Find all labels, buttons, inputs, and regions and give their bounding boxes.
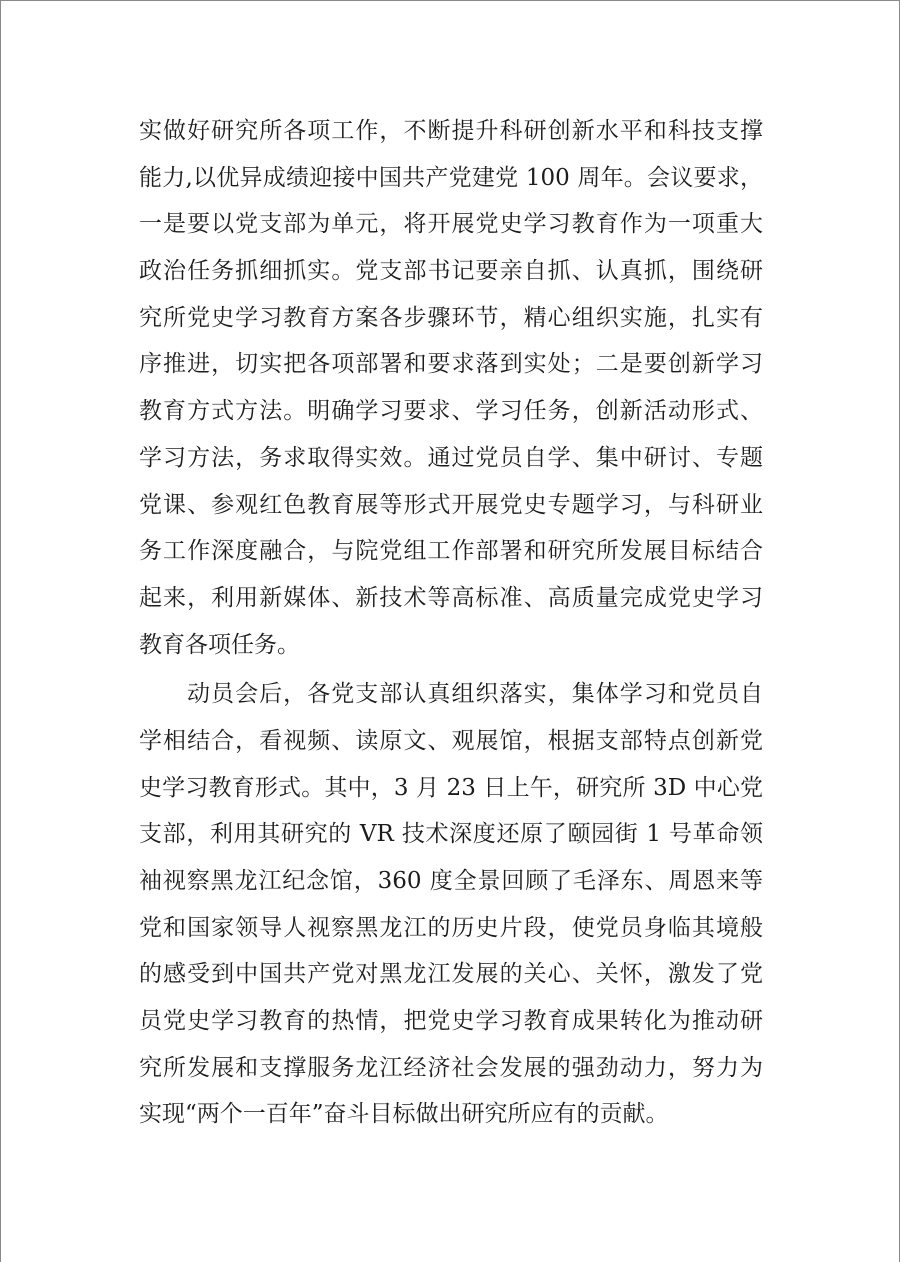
text-line: 序推进，切实把各项部署和要求落到实处；二是要创新学习	[139, 351, 763, 378]
text-line: 实做好研究所各项工作，不断提升科研创新水平和科技支撑	[139, 118, 763, 144]
text-line: 党课、参观红色教育展等形式开展党史专题学习，与科研业	[139, 491, 763, 518]
text-line: 务工作深度融合，与院党组工作部署和研究所发展目标结合	[139, 538, 763, 565]
text-line: 袖视察黑龙江纪念馆，360 度全景回顾了毛泽东、周恩来等	[139, 868, 763, 894]
text-line: 究所党史学习教育方案各步骤环节，精心组织实施，扎实有	[139, 304, 763, 331]
text-line: 的感受到中国共产党对黑龙江发展的关心、关怀，激发了党	[139, 961, 763, 988]
paragraph	[139, 671, 763, 1138]
text-line: 政治任务抓细抓实。党支部书记要亲自抓、认真抓，围绕研	[139, 258, 763, 285]
text-line: 员党史学习教育的热情，把党史学习教育成果转化为推动研	[139, 1008, 763, 1035]
text-line: 起来，利用新媒体、新技术等高标准、高质量完成党史学习	[139, 584, 763, 611]
text-line: 史学习教育形式。其中，3 月 23 日上午，研究所 3D 中心党	[139, 774, 763, 801]
text-line: 教育方式方法。明确学习要求、学习任务，创新活动形式、	[139, 398, 763, 425]
document-body	[139, 108, 763, 1138]
text-line: 一是要以党支部为单元，将开展党史学习教育作为一项重大	[139, 211, 763, 238]
text-line: 究所发展和支撑服务龙江经济社会发展的强劲动力，努力为	[139, 1054, 763, 1081]
text-line: 能力,以优异成绩迎接中国共产党建党 100 周年。会议要求，	[139, 164, 763, 191]
text-line: 学习方法，务求取得实效。通过党员自学、集中研讨、专题	[139, 444, 763, 471]
text-line: 党和国家领导人视察黑龙江的历史片段，使党员身临其境般	[139, 914, 763, 941]
text-line: 动员会后，各党支部认真组织落实，集体学习和党员自	[187, 681, 763, 708]
paragraph	[139, 108, 763, 668]
text-line: 支部，利用其研究的 VR 技术深度还原了颐园街 1 号革命领	[139, 821, 763, 848]
text-line: 学相结合，看视频、读原文、观展馆，根据支部特点创新党	[139, 727, 763, 754]
text-line: 教育各项任务。	[139, 631, 300, 658]
text-line: 实现“两个一百年”奋斗目标做出研究所应有的贡献。	[139, 1101, 669, 1128]
